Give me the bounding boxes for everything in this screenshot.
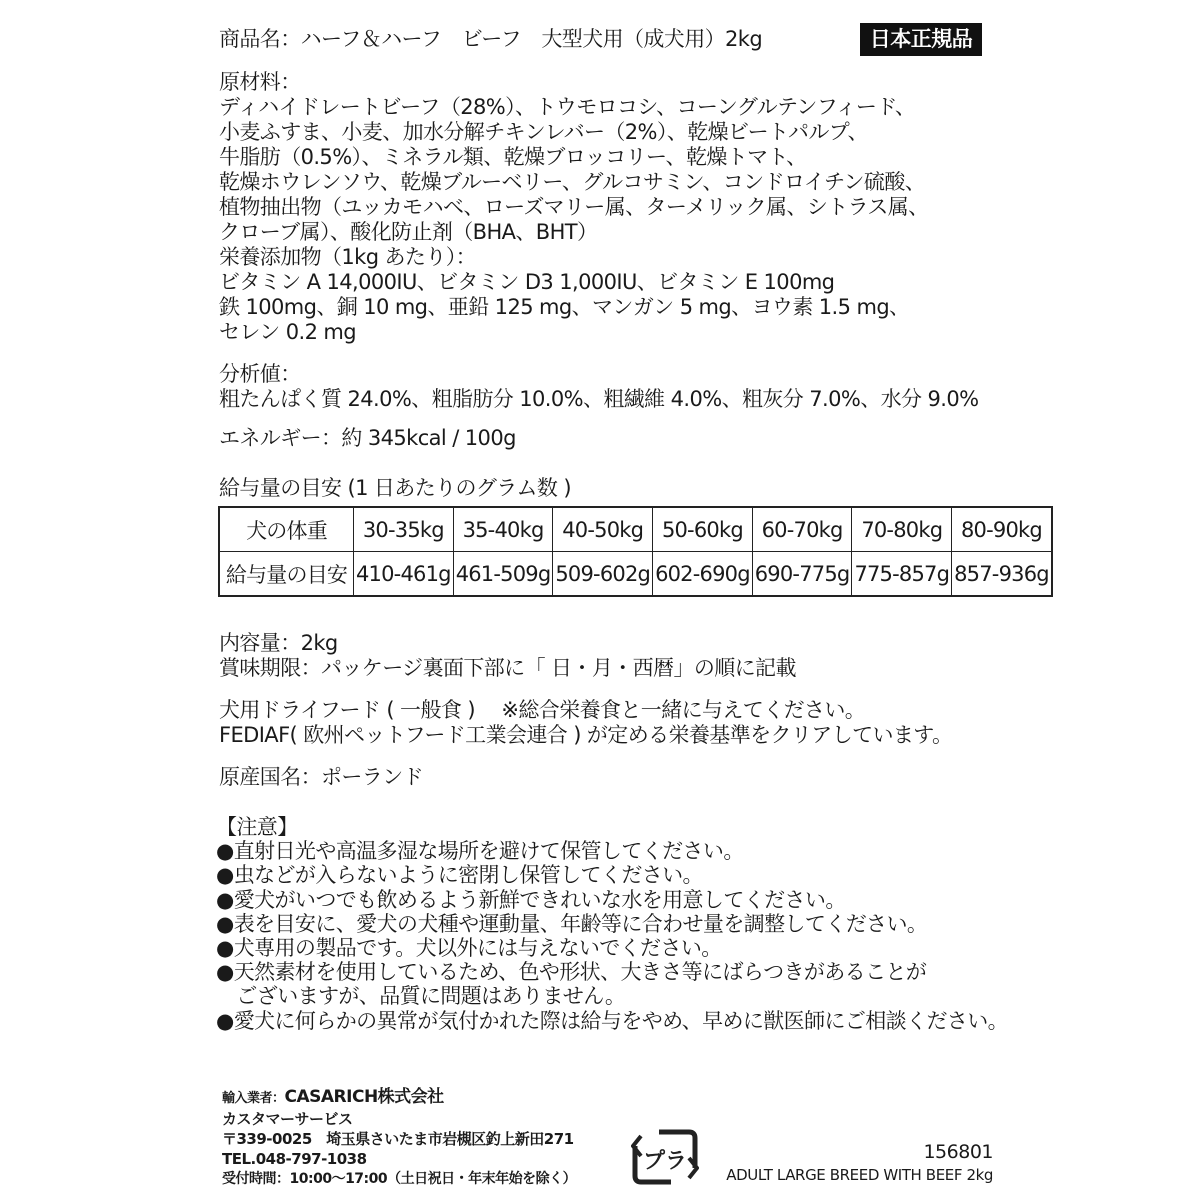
volume: 内容量：2kg [219,631,338,655]
product-name: 商品名：ハーフ＆ハーフ ビーフ 大型犬用（成犬用）2kg [219,27,763,51]
ingredients-label: 原材料： [219,70,301,94]
table-cell: 50-60kg [653,507,753,552]
additives-line: ビタミン A 14,000IU、ビタミン D3 1,000IU、ビタミン E 100mg [219,270,835,294]
table-cell: 690-775g [752,552,852,597]
caution-item: ●愛犬がいつでも飲めるよう新鮮できれいな水を用意してください。 [216,887,846,912]
feeding-title: 給与量の目安 (1 日あたりのグラム数 ) [219,476,571,500]
ingredients-line: 小麦ふすま、小麦、加水分解チキンレバー（2%）、乾燥ビートパルプ、 [219,120,868,144]
caution-item: ●虫などが入らないように密閉し保管してください。 [216,863,703,888]
importer-address: 〒339-0025 埼玉県さいたま市岩槻区釣上新田271 [222,1130,574,1148]
importer-label: 輸入業者： [222,1091,285,1106]
energy: エネルギー：約 345kcal / 100g [219,426,516,450]
table-cell: 80-90kg [952,507,1052,552]
analysis-values: 粗たんぱく質 24.0%、粗脂肪分 10.0%、粗繊維 4.0%、粗灰分 7.0%、水分 9.0% [219,387,979,411]
table-cell: 35-40kg [453,507,553,552]
additives-line: 鉄 100mg、銅 10 mg、亜鉛 125 mg、マンガン 5 mg、ヨウ素 1.5 mg、 [219,295,910,319]
table-row [219,507,1052,552]
ingredients-line: 牛脂肪（0.5%）、ミネラル類、乾燥ブロッコリー、乾燥トマト、 [219,145,807,169]
table-cell: 30-35kg [354,507,454,552]
caution-item: ございますが、品質に問題はありません。 [216,984,626,1009]
authentic-badge: 日本正規品 [860,23,982,56]
additives-label: 栄養添加物（1kg あたり）： [219,245,477,269]
importer-tel: TEL.048-797-1038 [222,1150,367,1168]
table-cell: 509-602g [553,552,653,597]
ingredients-line: クローブ属）、酸化防止剤（BHA、BHT） [219,220,598,244]
importer-block [222,1087,576,1189]
analysis-label: 分析値： [219,362,301,386]
caution-block [216,815,1008,1033]
table-cell: 857-936g [952,552,1052,597]
product-code: 156801 [923,1141,993,1163]
importer-hours: 受付時間：10:00～17:00（土日祝日・年末年始を除く） [222,1171,577,1187]
origin: 原産国名：ポーランド [219,765,423,789]
table-cell: 40-50kg [553,507,653,552]
pla-recycle-icon [631,1128,699,1186]
table-row [219,552,1052,597]
table-cell: 602-690g [653,552,753,597]
expiry: 賞味期限：パッケージ裏面下部に「 日・月・西暦」の順に記載 [219,656,796,680]
caution-item: ●直射日光や高温多湿な場所を避けて保管してください。 [216,839,744,864]
fediaf-note: FEDIAF( 欧州ペットフード工業会連合 ) が定める栄養基準をクリアしています。 [219,723,953,747]
table-cell: 70-80kg [852,507,952,552]
table-cell: 410-461g [354,552,454,597]
table-cell: 461-509g [453,552,553,597]
ingredients-line: 植物抽出物（ユッカモハベ、ローズマリー属、ターメリック属、シトラス属、 [219,195,929,219]
caution-label: 【注意】 [216,815,298,839]
caution-item: ●愛犬に何らかの異常が気付かれた際は給与をやめ、早めに獣医師にご相談ください。 [216,1008,1009,1033]
feeding-table [218,506,1053,597]
analysis-block [219,362,978,412]
table-header-weight: 犬の体重 [219,507,354,552]
recycle-text: プラ [642,1149,688,1174]
table-header-amount: 給与量の目安 [219,552,354,597]
ingredients-line: ディハイドレートビーフ（28%）、トウモロコシ、コーングルテンフィード、 [219,95,916,119]
caution-item: ●犬専用の製品です。犬以外には与えないでください。 [216,936,722,961]
table-cell: 775-857g [852,552,952,597]
table-cell: 60-70kg [752,507,852,552]
ingredients-block [219,70,929,345]
caution-item: ●表を目安に、愛犬の犬種や運動量、年齢等に合わせ量を調整してください。 [216,911,928,936]
caution-item: ●天然素材を使用しているため、色や形状、大きさ等にばらつきがあることが [216,960,927,985]
additives-line: セレン 0.2 mg [219,320,357,344]
english-name: ADULT LARGE BREED WITH BEEF 2kg [726,1166,993,1184]
customer-service: カスタマーサービス [222,1110,353,1128]
ingredients-line: 乾燥ホウレンソウ、乾燥ブルーベリー、グルコサミン、コンドロイチン硫酸、 [219,170,926,194]
content-block [219,631,796,681]
type-block [219,698,952,748]
food-type: 犬用ドライフード ( 一般食 ) ※総合栄養食と一緒に与えてください。 [219,698,866,722]
importer-company: CASARICH株式会社 [284,1087,444,1107]
